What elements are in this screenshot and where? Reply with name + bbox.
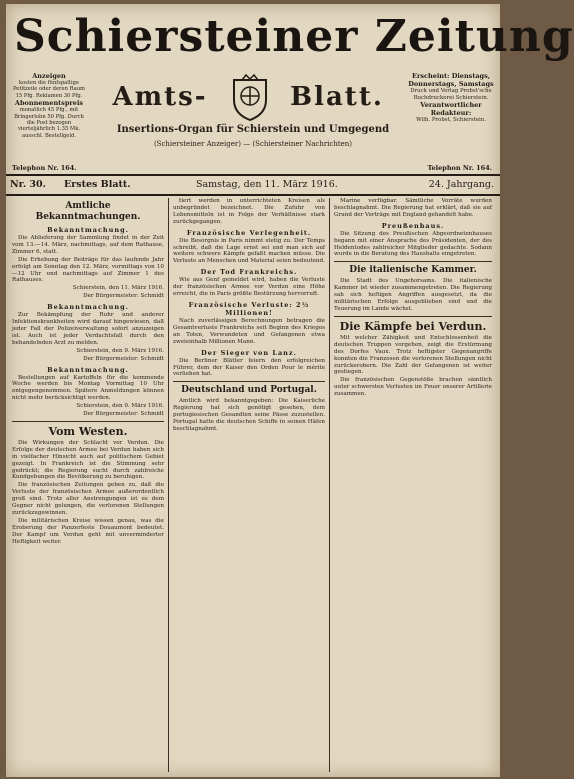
notice-heading-2: Bekanntmachung. [47, 303, 129, 312]
notice-text-1a: Die Ablieferung der Sammlung findet in der Zeit vom 13.—14. März, nachmittags, auf dem Rathause, Zimmer 6, statt. [12, 235, 164, 255]
section-kaempfe-verdun: Die Kämpfe bei Verdun. [339, 319, 487, 333]
notice-date-2: Schierstein, den 9. März 1916. [76, 347, 164, 354]
newspaper-page [6, 4, 574, 777]
notice-text-3: Bestellungen auf Kartoffeln für die kommende Woche werden bis Montag Vormittag 10 Uhr entgegengenommen. Spätere Anmeldungen können nicht mehr berücksichtigt werden. [12, 374, 164, 402]
notice-text-2: Zur Bekämpfung der Ruhr und anderer Infektionskrankheiten wird darauf hingewiesen, daß jeder Fall der Polizeiverwaltung sofort anzuzeigen ist. Auch ist jeder Verdachtsfall durch den behandelnden Arzt zu melden. [12, 312, 164, 346]
divider [334, 261, 492, 262]
notice-sign-1: Der Bürgermeister: Schmidt [83, 293, 164, 300]
divider [334, 316, 492, 317]
notice-sign-2: Der Bürgermeister: Schmidt [83, 355, 164, 362]
column-rule [168, 198, 169, 772]
notice-date-3: Schierstein, den 9. März 1916. [76, 403, 164, 410]
ads-heading: Anzeigen [32, 72, 66, 80]
article-text-13: Mit welcher Zähigkeit und Entschlossenheit die deutschen Truppen vorgehen, zeigt die Erstürmung des Dorfes Vaux. Trotz heftigster Gegenangriffe konnten die Franzosen die verlorenen Stellungen nicht zurückerobern. Die Zahl der Gefangenen ist weiter gestiegen. [334, 334, 492, 376]
article-text-4: tiert werden in unterrichteten Kreisen als unbegründet bezeichnet. Die Zufuhr von Lebensmitteln ist in Folge der Verhältnisse stark zurückgegangen. [173, 198, 325, 225]
column-1 [12, 198, 164, 772]
section-amtliche: Amtliche Bekanntmachungen. [35, 201, 141, 222]
divider [173, 381, 325, 382]
column-2 [173, 198, 325, 772]
divider [12, 421, 164, 422]
article-text-14: Die französischen Gegenstöße brachen sämtlich unter schwersten Verlusten im Feuer unserer Artillerie zusammen. [334, 377, 492, 398]
notice-text-1b: Die Erhebung der Beiträge für das laufende Jahr erfolgt am Sonntag den 12. März, vormittags von 10—12 Uhr und nachmittags auf Zimmer 1 des Rathauses. [12, 256, 164, 284]
subhead-preussenhaus: Preußenhaus. [381, 221, 445, 230]
volume-year: 24. Jahrgang. [428, 179, 494, 190]
article-text-3: Die militärischen Kreise wissen genau, was die Eroberung der Panzerfeste Douaumont bedeutet. Der Kampf um Verdun geht mit unverminderter Heftigkeit weiter. [12, 517, 164, 545]
subhead-sieger: Der Sieger von Lanz. [201, 348, 297, 357]
telephon-left: Telephon Nr. 164. [12, 164, 77, 172]
article-text-9: Amtlich wird bekanntgegeben: Die Kaiserliche Regierung hat sich genötigt gesehen, dem portugiesischen Gesandten seine Pässe zuzustellen. Portugal hatte die deutschen Schiffe in seinen Häfen beschlagnahmt. [173, 398, 325, 432]
article-text-7: Nach zuverlässigen Berechnungen betragen die Gesamtverluste Frankreichs seit Beginn des Krieges an Toten, Verwundeten und Gefangenen etwa zweieinhalb Millionen Mann. [173, 317, 325, 345]
sheet-label: Erstes Blatt. [64, 179, 131, 190]
issue-number: Nr. 30. [10, 179, 46, 190]
publisher-text: Druck und Verlag Probst'sche Buchdruckerei Schierstein. [410, 88, 492, 101]
notice-heading-3: Bekanntmachung. [47, 365, 129, 374]
subhead-tod: Der Tod Frankreichs. [200, 268, 298, 277]
column-rule [329, 198, 330, 772]
article-text-5: Die Besorgnis in Paris nimmt stetig zu. Der Temps schreibt, daß die Lage ernst sei und man sich auf weitere schwere Kämpfe gefaßt machen müsse. Die Verluste an Menschen und Material seien bedeutend. [173, 237, 325, 265]
issue-date: Samstag, den 11. März 1916. [196, 179, 338, 190]
subtitle: Insertions-Organ für Schierstein und Umgegend [116, 124, 390, 135]
subscription-text: monatlich 45 Pfg., mit Bringerlohn 50 Pfg. Durch die Post bezogen vierteljährlich 1.35 Mk. ausschl. Bestellgeld. [14, 107, 84, 139]
dateline-bar [6, 174, 500, 196]
amts-word: Amts- [112, 82, 208, 112]
section-portugal: Deutschland und Portugal. [181, 385, 317, 396]
article-text-8: Die Berliner Blätter feiern den erfolgreichen Führer, dem der Kaiser den Orden Pour le mérite verliehen hat. [173, 357, 325, 378]
editor-name: Wilh. Probst, Schierstein. [416, 117, 486, 124]
article-text-6: Wie aus Genf gemeldet wird, haben die Verluste der französischen Armee vor Verdun eine Höhe erreicht, die in Paris größte Bestürzung hervorruft. [173, 277, 325, 298]
notice-heading-1: Bekanntmachung. [47, 226, 129, 234]
section-italienische-kammer: Die italienische Kammer. [349, 265, 477, 276]
header-right-box [406, 72, 496, 176]
header-left-box [10, 72, 88, 176]
subtitle-secondary: (Schiersteiner Anzeiger) — (Schiersteiner Nachrichten) [153, 140, 353, 148]
publication-days: Erscheint: Dienstags, Donnerstags, Samstags [408, 72, 494, 88]
telephon-right: Telephon Nr. 164. [427, 164, 492, 172]
article-text-11: Die Sitzung des Preußischen Abgeordnetenhauses begann mit einer Ansprache des Präsidenten, der des Heldentodes zahlreicher Mitglieder gedachte. Sodann wurde in die Beratung des Haushalts eingetreten. [334, 230, 492, 258]
masthead-title: Schiersteiner Zeitung [14, 11, 574, 62]
column-3 [334, 198, 492, 772]
section-vom-westen: Vom Westen. [48, 424, 128, 438]
subhead-presse: Französische Verlegenheit. [186, 228, 312, 237]
article-text-10: Marine verfügbar. Sämtliche Vorräte wurden beschlagnahmt. Die Regierung hat erklärt, daß sie auf Grund der Verträge mit England gehandelt habe. [334, 198, 492, 218]
blatt-word: Blatt. [290, 82, 384, 112]
article-text-2: Die französischen Zeitungen geben zu, daß die Verluste der französischen Armee außerordentlich groß sind. Trotz aller Anstrengungen ist es dem Gegner nicht gelungen, die verlorenen Stellungen zurückzugewinnen. [12, 482, 164, 516]
coat-of-arms-icon [228, 74, 272, 122]
notice-date-1: Schierstein, den 11. März 1916. [72, 285, 164, 292]
editor-heading: Verantwortlicher Redakteur: [420, 101, 482, 118]
ads-text: kosten die fünfspaltige Petitzeile oder deren Raum 15 Pfg. Reklamen 30 Pfg. [13, 80, 85, 99]
subscription-heading: Abonnementspreis [14, 99, 84, 108]
notice-sign-3: Der Bürgermeister: Schmidt [83, 411, 164, 418]
article-text-1: Die Wirkungen der Schlacht vor Verdun. Die Erfolge der deutschen Armee bei Verdun haben sich in vielfacher Hinsicht auch auf politischem Gebiet gezeigt. In Frankreich ist die Stimmung sehr gedrückt; die Regierung sucht durch zahlreiche Kundgebungen die Bevölkerung zu beruhigen. [12, 439, 164, 481]
subhead-verluste: Französische Verluste: 2½ Millionen! [188, 300, 310, 317]
article-text-12: Die Stadt des Ungehorsams. Die italienische Kammer ist wieder zusammengetreten. Die Regierung sah sich heftigen Angriffen ausgesetzt, da die militärischen Erfolge ausgeblieben sind und die Teuerung im Lande wächst. [334, 278, 492, 312]
